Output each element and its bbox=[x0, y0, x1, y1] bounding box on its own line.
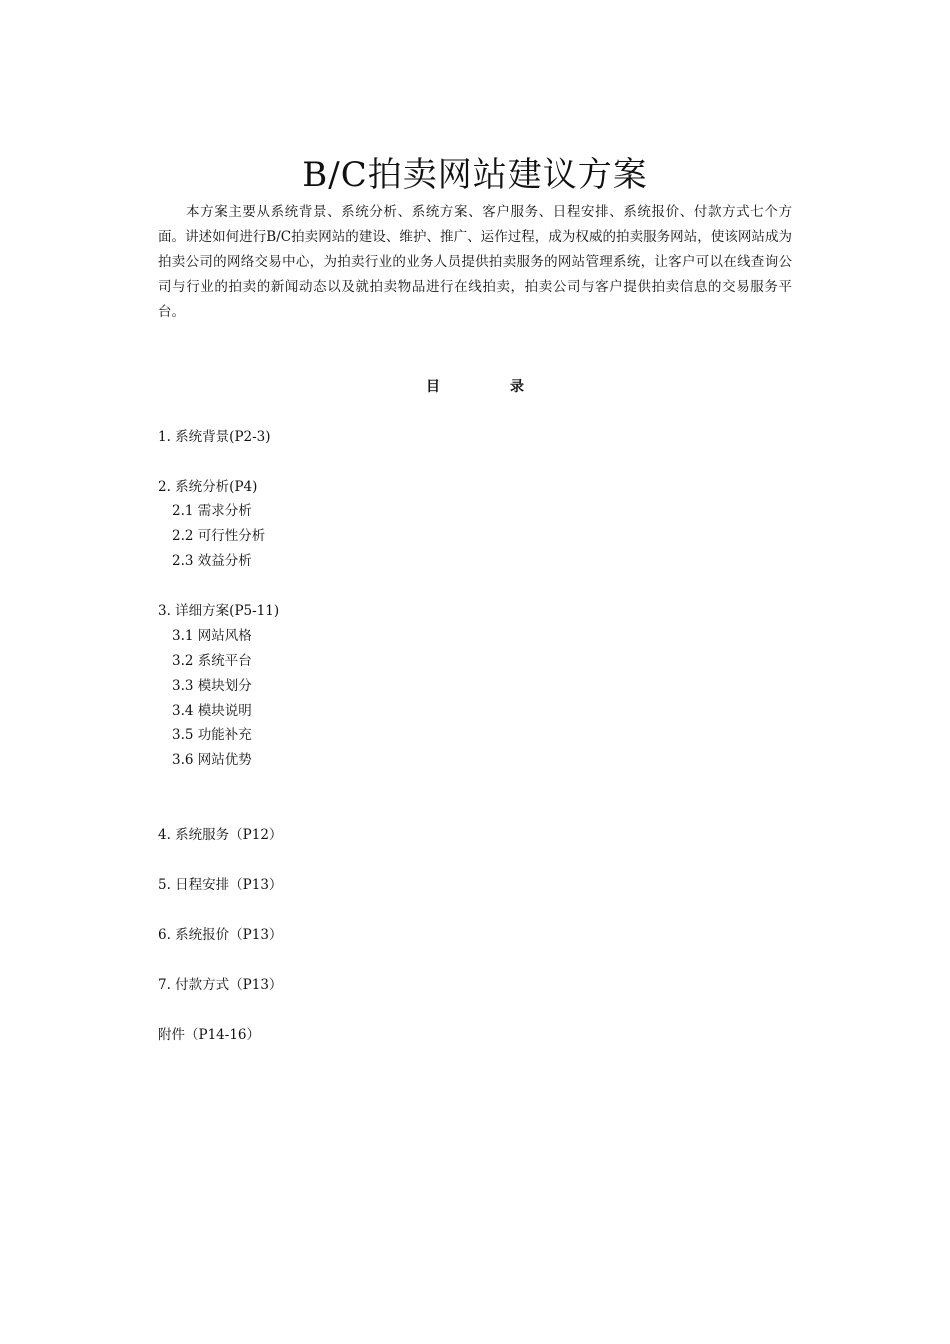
toc-heading-char-1: 目 bbox=[426, 379, 440, 395]
toc-item-system-analysis: 2. 系统分析(P4) bbox=[158, 479, 258, 495]
toc-item-requirements-analysis: 2.1 需求分析 bbox=[172, 503, 252, 519]
intro-paragraph: 本方案主要从系统背景、系统分析、系统方案、客户服务、日程安排、系统报价、付款方式七个方面。讲述如何进行B/C拍卖网站的建设、维护、推广、运作过程，成为权威的拍卖服务网站，使该网站成为拍卖公司的网络交易中心，为拍卖行业的业务人员提供拍卖服务的网站管理系统，让客户可以在线查询公司与行业的拍卖的新闻动态以及就拍卖物品进行在线拍卖，拍卖公司与客户提供拍卖信息的交易服务平台。 bbox=[158, 204, 792, 320]
toc-item-schedule: 5. 日程安排（P13） bbox=[158, 877, 283, 893]
toc-item-appendix: 附件（P14-16） bbox=[158, 1027, 261, 1043]
toc-item-detailed-plan: 3. 详细方案(P5-11) bbox=[158, 603, 280, 619]
toc-heading-char-2: 录 bbox=[510, 379, 524, 395]
toc-heading bbox=[0, 375, 950, 399]
toc-item-system-background: 1. 系统背景(P2-3) bbox=[158, 429, 271, 445]
toc-item-payment-method: 7. 付款方式（P13） bbox=[158, 977, 283, 993]
toc-item-system-service: 4. 系统服务（P12） bbox=[158, 827, 283, 843]
toc-item-benefit-analysis: 2.3 效益分析 bbox=[172, 553, 252, 569]
toc-item-site-advantages: 3.6 网站优势 bbox=[172, 752, 252, 768]
toc-item-feasibility-analysis: 2.2 可行性分析 bbox=[172, 528, 266, 544]
toc-item-module-description: 3.4 模块说明 bbox=[172, 703, 252, 719]
toc-item-system-quote: 6. 系统报价（P13） bbox=[158, 927, 283, 943]
toc-item-feature-supplement: 3.5 功能补充 bbox=[172, 727, 252, 743]
toc-item-site-style: 3.1 网站风格 bbox=[172, 628, 252, 644]
toc-item-module-division: 3.3 模块划分 bbox=[172, 678, 252, 694]
toc-item-system-platform: 3.2 系统平台 bbox=[172, 653, 252, 669]
document-title: B/C拍卖网站建议方案 bbox=[302, 154, 648, 195]
